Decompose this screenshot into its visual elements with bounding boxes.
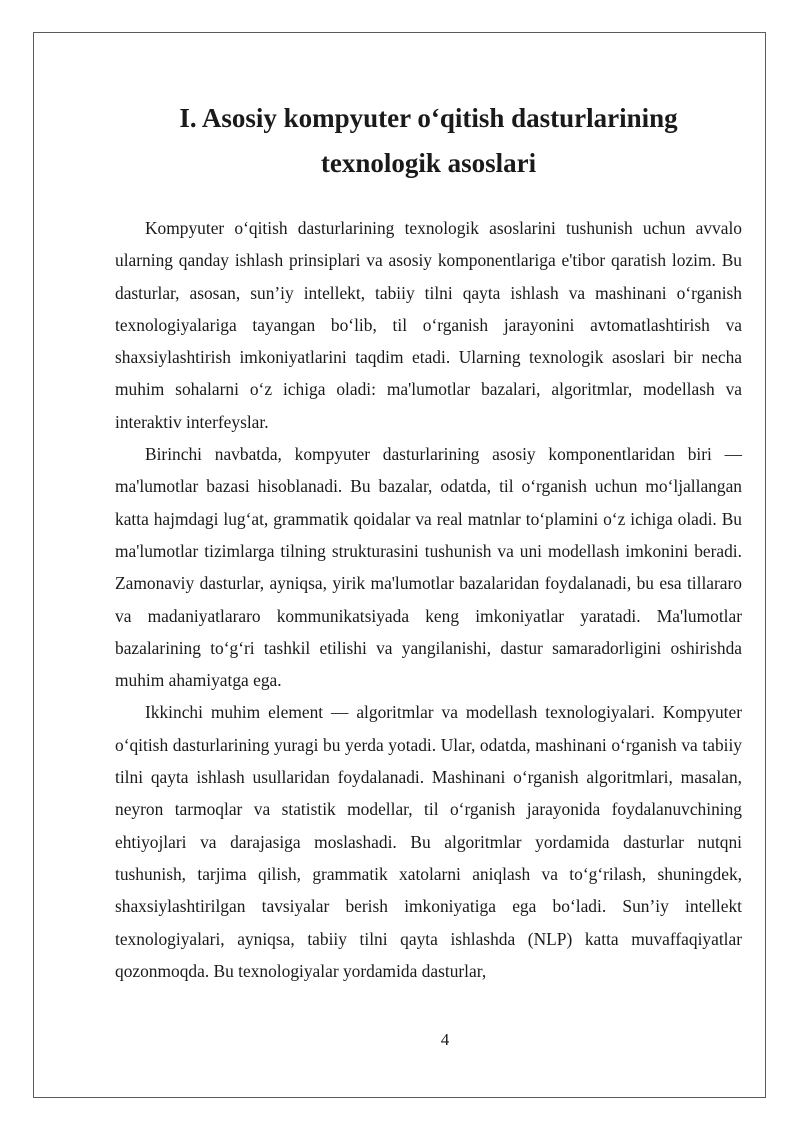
- page-number: 4: [440, 1030, 450, 1049]
- paragraph-3: Ikkinchi muhim element — algoritmlar va modellash texnologiyalari. Kompyuter o‘qitish dasturlarining yuragi bu yerda yotadi. Ular, odatda, mashinani o‘rganish va tabiiy tilni qayta ishlash usullaridan foydalanadi. Mashinani o‘rganish algoritmlari, masalan, neyron tarmoqlar va statistik modellar, til o‘rganish jarayonida foydalanuvchining ehtiyojlari va darajasiga moslashadi. Bu algoritmlar yordamida dasturlar nutqni tushunish, tarjima qilish, grammatik xatolarni aniqlash va to‘g‘rilash, shuningdek, shaxsiylashtirilgan tavsiyalar berish imkoniyatiga ega bo‘ladi. Sun’iy intellekt texnologiyalari, ayniqsa, tabiiy tilni qayta ishlashda (NLP) katta muvaffaqiyatlar qozonmoqda. Bu texnologiyalar yordamida dasturlar,: [115, 702, 742, 981]
- paragraph-2: Birinchi navbatda, kompyuter dasturlarining asosiy komponentlaridan biri — ma'lumotlar bazasi hisoblanadi. Bu bazalar, odatda, til o‘rganish uchun mo‘ljallangan katta hajmdagi lug‘at, grammatik qoidalar va real matnlar to‘plamini o‘z ichiga oladi. Bu ma'lumotlar tizimlarga tilning strukturasini tushunish va uni modellash imkonini beradi. Zamonaviy dasturlar, ayniqsa, yirik ma'lumotlar bazalaridan foydalanadi, bu esa tillararo va madaniyatlararo kommunikatsiyada keng imkoniyatlar yaratadi. Ma'lumotlar bazalarining to‘g‘ri tashkil etilishi va yangilanishi, dastur samaradorligini oshirishda muhim ahamiyatga ega.: [115, 444, 742, 691]
- section-heading-line-1: I. Asosiy kompyuter o‘qitish dasturlarining: [179, 103, 678, 133]
- paragraph-1: Kompyuter o‘qitish dasturlarining texnologik asoslarini tushunish uchun avvalo ularning qanday ishlash prinsiplari va asosiy komponentlariga e'tibor qaratish lozim. Bu dasturlar, asosan, sun’iy intellekt, tabiiy tilni qayta ishlash va mashinani o‘rganish texnologiyalariga tayangan bo‘lib, til o‘rganish jarayonini avtomatlashtirish va shaxsiylashtirish imkoniyatlarini taqdim etadi. Ularning texnologik asoslari bir necha muhim sohalarni o‘z ichiga oladi: ma'lumotlar bazalari, algoritmlar, modellash va interaktiv interfeyslar.: [115, 218, 742, 432]
- section-heading: [115, 96, 742, 186]
- body-text: [115, 212, 742, 987]
- section-heading-line-2: texnologik asoslari: [320, 148, 537, 178]
